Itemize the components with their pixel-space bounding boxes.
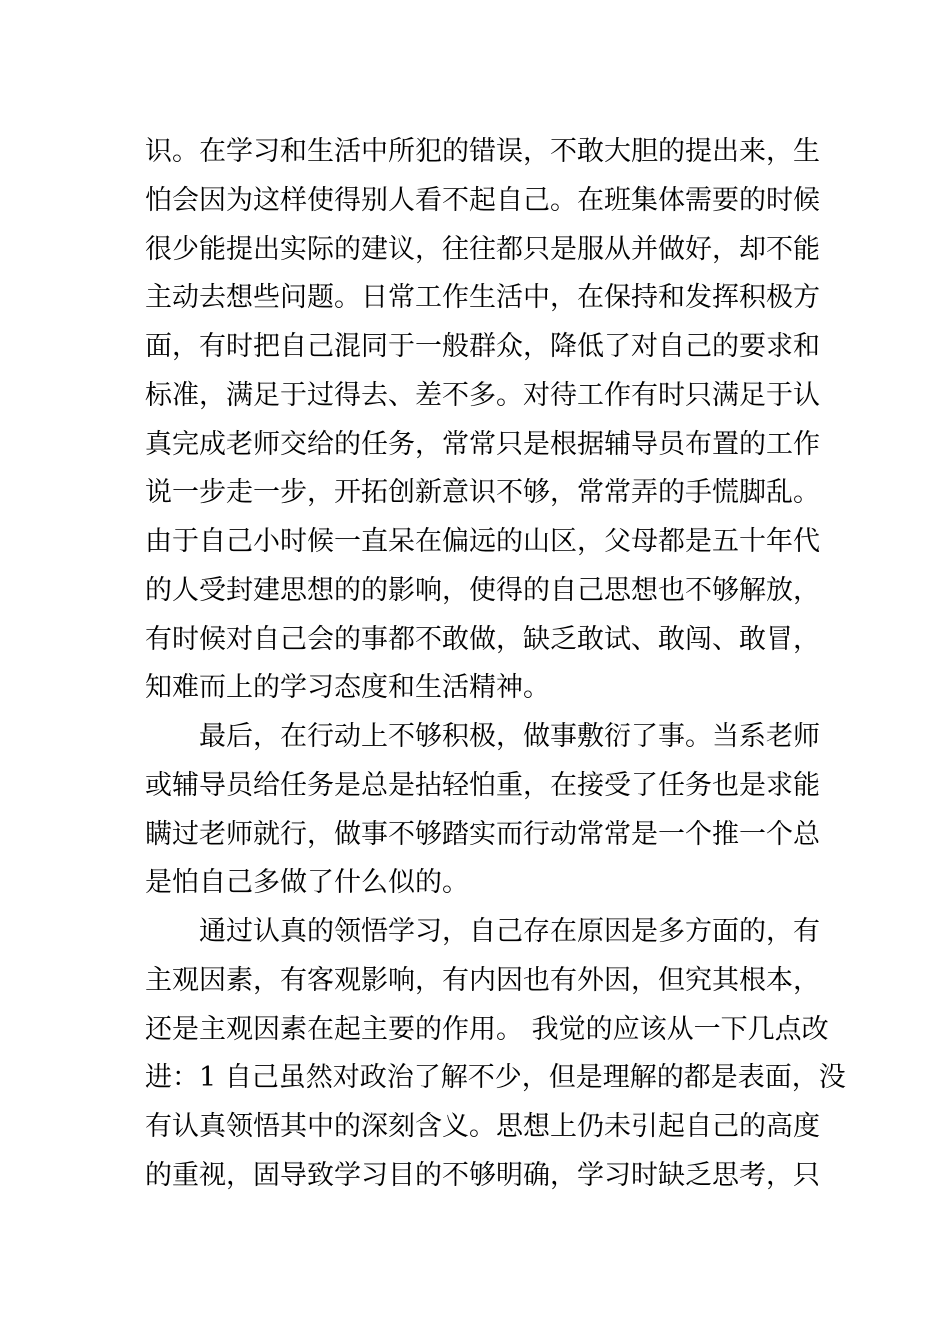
text-line: 标准，满足于过得去、差不多。对待工作有时只满足于认 xyxy=(145,379,820,411)
text-line: 的重视，固导致学习目的不够明确，学习时缺乏思考，只 xyxy=(145,1159,820,1191)
text-line: 主动去想些问题。日常工作生活中，在保持和发挥积极方 xyxy=(145,282,820,314)
text-line: 或辅导员给任务是总是拈轻怕重，在接受了任务也是求能 xyxy=(145,769,820,801)
text-line: 很少能提出实际的建议，往往都只是服从并做好，却不能 xyxy=(145,233,820,265)
text-line: 面，有时把自己混同于一般群众，降低了对自己的要求和 xyxy=(145,331,820,362)
text-line: 的人受封建思想的的影响，使得的自己思想也不够解放， xyxy=(145,574,820,606)
paragraph-first-line: 最后，在行动上不够积极，做事敷衍了事。当系老师 xyxy=(199,721,820,752)
text-line: 有认真领悟其中的深刻含义。思想上仍未引起自己的高度 xyxy=(145,1111,820,1142)
text-line: 瞒过老师就行，做事不够踏实而行动常常是一个推一个总 xyxy=(145,818,820,850)
text-line: 有时候对自己会的事都不敢做，缺乏敢试、敢闯、敢冒， xyxy=(145,623,820,655)
paragraph-first-line: 通过认真的领悟学习，自己存在原因是多方面的，有 xyxy=(199,916,820,947)
text-line: 真完成老师交给的任务，常常只是根据辅导员布置的工作 xyxy=(145,428,820,460)
text-line: 知难而上的学习态度和生活精神。 xyxy=(145,672,550,704)
text-line: 进：1 自己虽然对政治了解不少，但是理解的都是表面，没 xyxy=(145,1062,846,1094)
document-body xyxy=(145,128,846,1201)
text-line: 怕会因为这样使得别人看不起自己。在班集体需要的时候 xyxy=(145,184,820,216)
text-line: 说一步走一步，开拓创新意识不够，常常弄的手慌脚乱。 xyxy=(145,477,820,509)
text-line: 主观因素，有客观影响，有内因也有外因，但究其根本， xyxy=(145,964,820,996)
text-line: 是怕自己多做了什么似的。 xyxy=(145,867,469,899)
text-line: 由于自己小时候一直呆在偏远的山区，父母都是五十年代 xyxy=(145,526,820,557)
text-line: 识。在学习和生活中所犯的错误，不敢大胆的提出来，生 xyxy=(145,136,820,167)
text-line: 还是主观因素在起主要的作用。 我觉的应该从一下几点改 xyxy=(145,1013,829,1045)
